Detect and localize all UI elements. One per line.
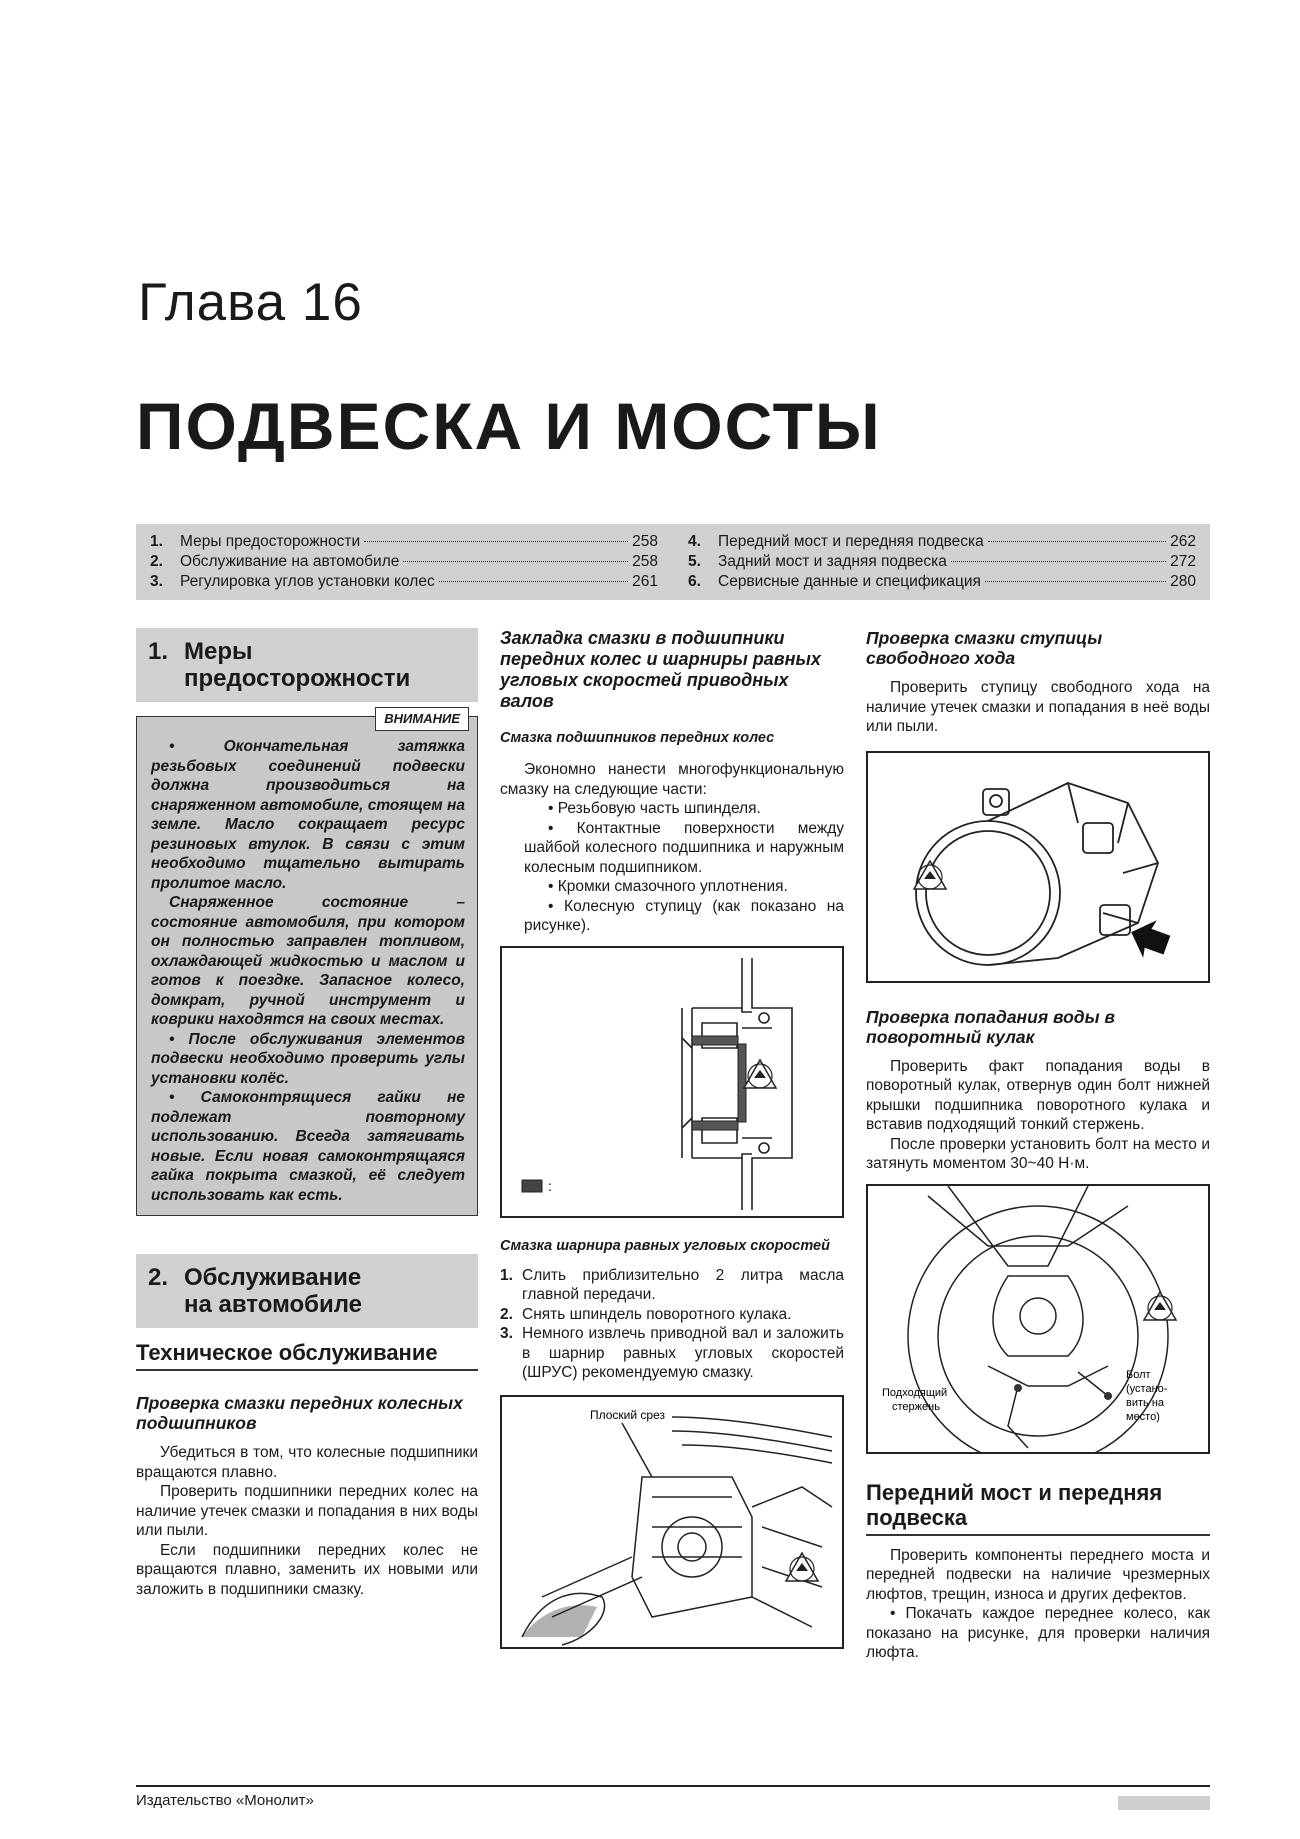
list-num: 3. — [500, 1325, 513, 1342]
list-item — [500, 1324, 844, 1383]
toc-num: 5. — [688, 553, 701, 570]
toc-page: 261 — [632, 573, 658, 590]
toc-num: 4. — [688, 533, 701, 550]
toc-text: Обслуживание на автомобиле — [180, 553, 400, 570]
bullet-item: • Кромки смазочного уплотнения. — [548, 878, 788, 895]
legend-colon: : — [548, 1177, 552, 1194]
figure-freewheel-hub — [866, 751, 1210, 983]
toc-text: Сервисные данные и спецификация — [718, 573, 981, 590]
bullet-item: • Контактные поверхности между шайбой колесного подшипника и наружным колесным подшипником. — [524, 819, 844, 876]
toc-text: Передний мост и передняя подвеска — [718, 533, 984, 550]
toc-num: 3. — [150, 573, 163, 590]
list-text: Снять шпиндель поворотного кулака. — [522, 1305, 792, 1323]
table-of-contents — [136, 524, 1210, 600]
toc-item[interactable] — [150, 532, 658, 552]
paragraph: Если подшипники передних колес не вращаются плавно, заменить их новыми или заложить в подшипники смазку. — [136, 1541, 478, 1598]
figure-label-rod: стержень — [892, 1400, 940, 1413]
toc-num: 1. — [150, 533, 163, 550]
list-num: 2. — [500, 1305, 513, 1323]
toc-item[interactable] — [688, 572, 1196, 592]
list-text: Слить приблизительно 2 литра масла главной передачи. — [522, 1266, 844, 1303]
hub-diagram — [502, 948, 842, 1216]
warning-paragraph: • Окончательная затяжка резьбовых соединений подвески должна производиться на снаряженном автомобиле, стоящем на земле. Масло сокращает ресурс резиновых втулок. В связи с этим необходимо тщательно вытирать пролитое масло. — [151, 738, 465, 892]
topic-heading: Проверка попадания воды в поворотный кулак — [866, 1006, 1115, 1047]
toc-text: Задний мост и задняя подвеска — [718, 553, 947, 570]
footer-rule — [136, 1785, 1210, 1787]
toc-num: 2. — [150, 553, 163, 570]
paragraph: Убедиться в том, что колесные подшипники вращаются плавно. — [136, 1444, 478, 1481]
paragraph: Экономно нанести многофункциональную смазку на следующие части: — [500, 761, 844, 798]
toc-page: 258 — [632, 533, 658, 550]
section-title-line1: Меры — [184, 638, 253, 665]
chapter-number: Глава 16 — [138, 273, 363, 332]
body-text — [866, 678, 1210, 737]
section-number: 1. — [148, 638, 169, 665]
toc-page: 280 — [1170, 573, 1196, 590]
warning-paragraph: Снаряженное состояние – состояние автомобиля, при котором он полностью заправлен топливом, охлаждающей жидкостью и маслом и готов к поездке. Запасное колесо, домкрат, ручной инструмент и коврики находятся на своих местах. — [151, 894, 465, 1028]
figure-cv-joint — [500, 1395, 844, 1649]
section-title-line2: предосторожности — [184, 665, 411, 692]
column-left — [136, 628, 478, 1599]
toc-text: Меры предосторожности — [180, 533, 361, 550]
warning-box — [136, 711, 478, 1216]
figure-knuckle-check — [866, 1184, 1210, 1454]
bullet-item: • Резьбовую часть шпинделя. — [548, 800, 761, 817]
topic-subheading: Смазка шарнира равных угловых скоростей — [500, 1237, 830, 1254]
page-title: ПОДВЕСКА И МОСТЫ — [136, 389, 882, 463]
paragraph: Проверить компоненты переднего моста и передней подвески на наличие чрезмерных люфтов, трещин, износа и других дефектов. — [866, 1546, 1210, 1603]
body-text — [136, 1443, 478, 1599]
topic-heading: Закладка смазки в подшипники передних колес и шарниры равных угловых скоростей приводных валов — [500, 628, 821, 711]
warning-label: ВНИМАНИЕ — [375, 707, 469, 731]
bullet-item: • Колесную ступицу (как показано на рисунке). — [524, 897, 844, 934]
body-text — [500, 760, 844, 936]
page-number-bar — [1118, 1796, 1210, 1810]
topic-heading: Проверка смазки передних колесных подшипников — [136, 1393, 463, 1433]
figure-hub-grease — [500, 946, 844, 1218]
toc-page: 262 — [1170, 533, 1196, 550]
toc-num: 6. — [688, 573, 701, 590]
toc-page: 258 — [632, 553, 658, 570]
freewheel-hub-diagram — [868, 753, 1208, 981]
body-text — [866, 1546, 1210, 1663]
paragraph: Проверить ступицу свободного хода на наличие утечек смазки и попадания в неё воды или пыли. — [866, 679, 1210, 735]
figure-label: Плоский срез — [590, 1407, 666, 1422]
section-number: 2. — [148, 1264, 169, 1291]
paragraph: Проверить факт попадания воды в поворотный кулак, отвернув один болт нижней крышки подшипника поворотного кулака и вставив подходящий тонкий стержень. — [866, 1057, 1210, 1133]
toc-text: Регулировка углов установки колес — [180, 573, 435, 590]
knuckle-diagram — [868, 1186, 1208, 1452]
toc-item[interactable] — [688, 552, 1196, 572]
list-num: 1. — [500, 1266, 513, 1284]
topic-heading: Проверка смазки ступицы свободного хода — [866, 628, 1103, 668]
warning-paragraph: • Самоконтрящиеся гайки не подлежат повторному использованию. Всегда затягивать новые. Если новая самоконтрящаяся гайка покрыта смазкой, её следует использовать как есть. — [151, 1089, 465, 1204]
warning-paragraph: • После обслуживания элементов подвески необходимо проверить углы установки колёс. — [151, 1030, 465, 1087]
toc-item[interactable] — [688, 532, 1196, 552]
logo-badge-icon — [1144, 1292, 1176, 1320]
logo-badge-icon — [786, 1553, 818, 1581]
figure-label-rod: Подходящий — [882, 1386, 948, 1399]
subsection-heading: Передний мост и передняя подвеска — [866, 1480, 1210, 1536]
paragraph: Проверить подшипники передних колес на наличие утечек смазки и попадания в них воды или пыли. — [136, 1483, 478, 1539]
numbered-list — [500, 1266, 844, 1383]
body-text — [866, 1057, 1210, 1174]
paragraph: После проверки установить болт на место и затянуть моментом 30~40 Н·м. — [866, 1135, 1210, 1172]
toc-page: 272 — [1170, 553, 1196, 570]
section-title-line1: Обслуживание — [184, 1264, 362, 1291]
subsection-heading: Техническое обслуживание — [136, 1340, 478, 1371]
column-middle — [500, 628, 844, 1649]
cv-joint-diagram — [502, 1397, 842, 1647]
figure-label-bolt: (устано- — [1126, 1382, 1168, 1395]
list-item — [500, 1305, 844, 1325]
paragraph: • Покачать каждое переднее колесо, как показано на рисунке, для проверки наличия люфта. — [866, 1605, 1210, 1661]
column-right — [866, 628, 1210, 1663]
logo-badge-icon — [744, 1060, 776, 1088]
figure-label-bolt: вить на — [1126, 1396, 1165, 1409]
figure-label-bolt: Болт — [1126, 1368, 1151, 1381]
toc-item[interactable] — [150, 552, 658, 572]
topic-subheading: Смазка подшипников передних колес — [500, 730, 775, 746]
section-heading-precautions — [136, 628, 478, 702]
list-text: Немного извлечь приводной вал и заложить в шарнир равных угловых скоростей (ШРУС) рекомендуемую смазку. — [522, 1325, 844, 1381]
list-item — [500, 1266, 844, 1305]
footer-publisher: Издательство «Монолит» — [136, 1792, 314, 1809]
figure-label-bolt: место) — [1126, 1410, 1160, 1423]
toc-item[interactable] — [150, 572, 658, 592]
section-heading-maintenance — [136, 1254, 478, 1328]
section-title-line2: на автомобиле — [184, 1291, 363, 1318]
grease-legend-swatch — [522, 1180, 542, 1192]
